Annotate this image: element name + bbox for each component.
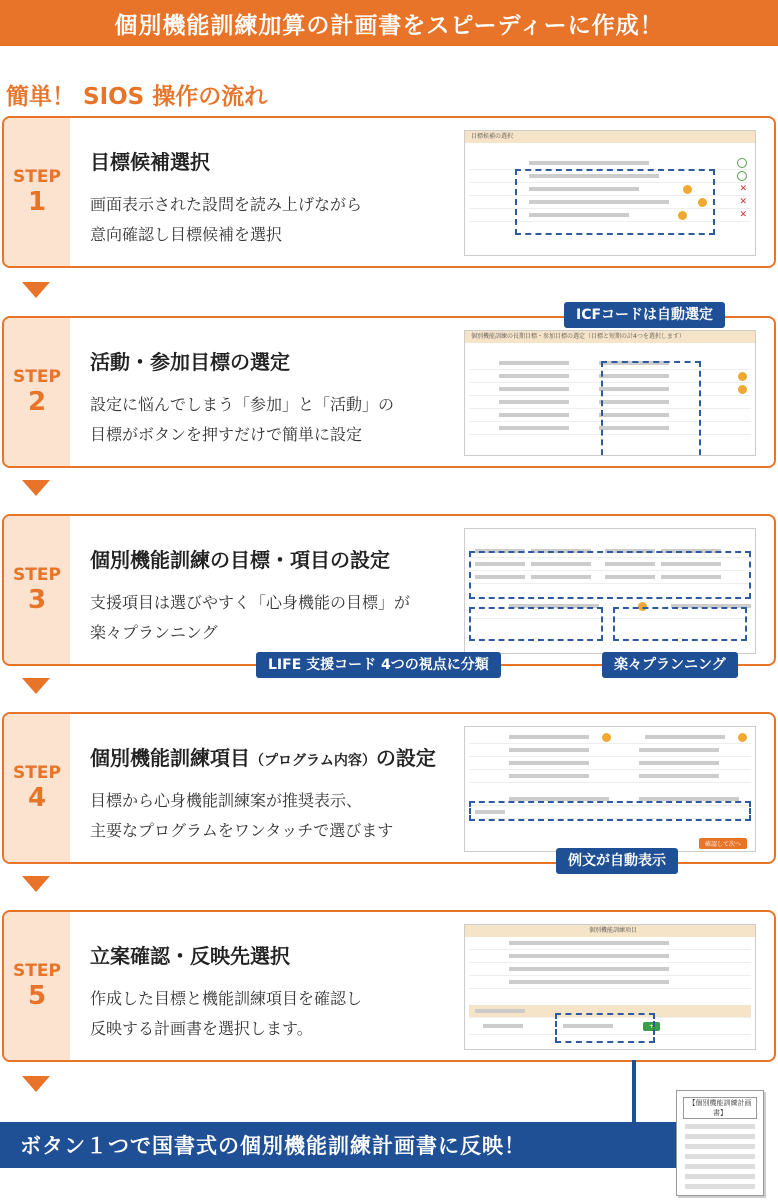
step-5-label: STEP 5 <box>4 912 70 1060</box>
step-3-label: STEP 3 <box>4 516 70 664</box>
step-5-description: 作成した目標と機能訓練項目を確認し 反映する計画書を選択します。 <box>90 989 363 1038</box>
step-1-screenshot: 目標候補の選択 ✕ ✕ ✕ <box>464 130 756 256</box>
down-arrow-icon <box>22 678 50 694</box>
down-arrow-icon <box>22 282 50 298</box>
step-1-description: 画面表示された設問を読み上げながら 意向確認し目標候補を選択 <box>90 195 363 244</box>
step-5-screenshot: 個別機能訓練項目 + <box>464 924 756 1050</box>
step-2-label: STEP 2 <box>4 318 70 466</box>
step-3-screenshot <box>464 528 756 654</box>
easy-planning-tag: 楽々プランニング <box>602 652 738 678</box>
plan-document-icon: 【個別機能訓練計画書】 <box>676 1090 764 1196</box>
life-support-code-tag: LIFE 支援コード 4つの視点に分類 <box>256 652 501 678</box>
step-4-title: 個別機能訓練項目（プログラム内容）の設定 <box>90 746 436 770</box>
step-3-description: 支援項目は選びやすく「心身機能の目標」が 楽々プランニング <box>90 593 411 642</box>
icf-code-tag: ICFコードは自動選定 <box>564 302 725 328</box>
auto-example-tag: 例文が自動表示 <box>556 848 678 874</box>
step-4-card <box>2 712 776 869</box>
step-5-title: 立案確認・反映先選択 <box>90 944 290 968</box>
step-3-title: 個別機能訓練の目標・項目の設定 <box>90 548 390 572</box>
step-4-label: STEP 4 <box>4 714 70 862</box>
step-2-description: 設定に悩んでしまう「参加」と「活動」の 目標がボタンを押すだけで簡単に設定 <box>90 395 395 444</box>
final-banner: ボタン１つで国書式の個別機能訓練計画書に反映！ <box>0 1122 700 1168</box>
section-heading: 簡単！ SIOS 操作の流れ <box>6 84 268 110</box>
step-1-label: STEP 1 <box>4 118 70 266</box>
step-4-description: 目標から心身機能訓練案が推奨表示、 主要なプログラムをワンタッチで選びます <box>90 791 394 840</box>
step-1-card <box>2 116 776 268</box>
step-3-card <box>2 514 776 673</box>
step-2-title: 活動・参加目標の選定 <box>90 350 290 374</box>
step-4-screenshot: 確認して次へ <box>464 726 756 852</box>
step-2-card <box>2 307 776 468</box>
step-5-card <box>2 910 776 1062</box>
down-arrow-icon <box>22 480 50 496</box>
header-banner: 個別機能訓練加算の計画書をスピーディーに作成！ <box>0 0 778 46</box>
connector-line <box>632 1060 636 1126</box>
step-2-screenshot: 個別機能訓練の長期目標・参加目標の選定（目標と短期の計4つを選択します） <box>464 330 756 456</box>
down-arrow-icon <box>22 1076 50 1092</box>
down-arrow-icon <box>22 876 50 892</box>
step-1-title: 目標候補選択 <box>90 150 210 174</box>
